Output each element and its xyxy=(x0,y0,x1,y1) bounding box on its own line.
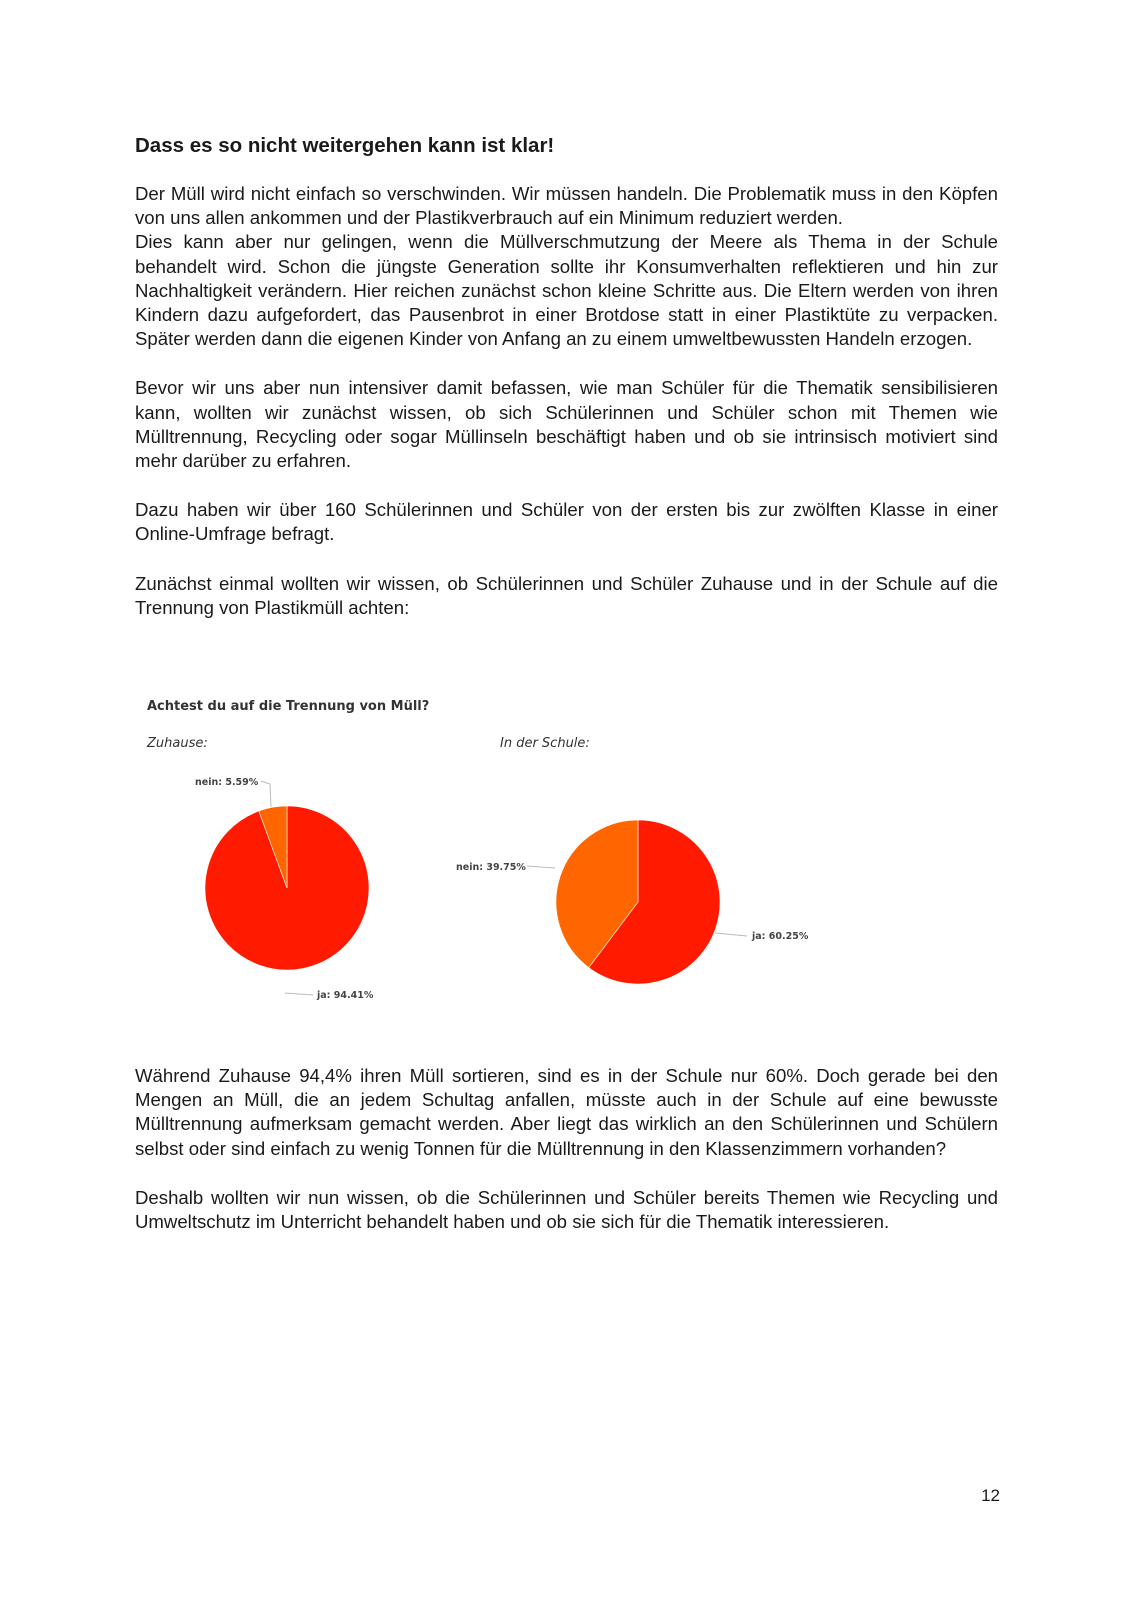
pie-charts-figure xyxy=(135,693,998,1033)
leader-line-ja xyxy=(285,993,313,995)
paragraph: Deshalb wollten wir nun wissen, ob die Schülerinnen und Schüler bereits Themen wie Recycling und Umweltschutz im Unterricht behandelt haben und ob sie sich für die Thematik interessieren. xyxy=(135,1186,998,1233)
data-label-ja: ja: 60.25% xyxy=(752,931,809,942)
pie-chart-schule xyxy=(456,820,809,984)
data-label-ja: ja: 94.41% xyxy=(317,990,374,1001)
text-block-bottom xyxy=(135,1064,998,1234)
leader-line-ja xyxy=(715,933,747,936)
page-number: 12 xyxy=(981,1486,1000,1505)
chart-main-title: Achtest du auf die Trennung von Müll? xyxy=(147,699,430,714)
paragraph: Dazu haben wir über 160 Schülerinnen und Schüler von der ersten bis zur zwölften Klasse in einer Online-Umfrage befragt. xyxy=(135,499,998,545)
data-label-nein: nein: 5.59% xyxy=(195,777,259,788)
text-block-top xyxy=(135,134,998,620)
charts-svg xyxy=(135,693,998,1033)
section-heading: Dass es so nicht weitergehen kann ist klar! xyxy=(135,134,555,157)
leader-line-nein xyxy=(527,866,555,868)
paragraph: Der Müll wird nicht einfach so verschwinden. Wir müssen handeln. Die Problematik muss in den Köpfen von uns allen ankommen und der Plastikverbrauch auf ein Minimum reduziert werden. xyxy=(135,183,998,229)
paragraph: Zunächst einmal wollten wir wissen, ob Schülerinnen und Schüler Zuhause und in der Schule auf die Trennung von Plastikmüll achten: xyxy=(135,572,998,618)
paragraph: Dies kann aber nur gelingen, wenn die Müllverschmutzung der Meere als Thema in der Schule behandelt wird. Schon die jüngste Generation sollte ihr Konsumverhalten reflektieren und hin zur Nachhaltigkeit verändern. Hier reichen zunächst schon kleine Schritte aus. Die Eltern werden von ihren Kindern dazu aufgefordert, das Pausenbrot in einer Brotdose statt in einer Plastiktüte zu verpacken. Später werden dann die eigenen Kinder von Anfang an zu einem umweltbewussten Handeln erzogen. xyxy=(135,231,998,350)
paragraph: Bevor wir uns aber nun intensiver damit befassen, wie man Schüler für die Thematik sensibilisieren kann, wollten wir zunächst wissen, ob sich Schülerinnen und Schüler schon mit Themen wie Mülltrennung, Recycling oder sogar Müllinseln beschäftigt haben und ob sie intrinsisch motiviert sind mehr darüber zu erfahren. xyxy=(135,377,998,472)
leader-line-nein xyxy=(261,781,271,807)
chart-title-zuhause: Zuhause: xyxy=(147,736,208,751)
chart-title-schule: In der Schule: xyxy=(500,736,590,751)
pie-chart-zuhause xyxy=(195,777,374,1001)
paragraph: Während Zuhause 94,4% ihren Müll sortieren, sind es in der Schule nur 60%. Doch gerade bei den Mengen an Müll, die an jedem Schultag anfallen, müsste auch in der Schule auf eine bewusste Mülltrennung aufmerksam gemacht werden. Aber liegt das wirklich an den Schülerinnen und Schülern selbst oder sind einfach zu wenig Tonnen für die Mülltrennung in den Klassenzimmern vorhanden? xyxy=(135,1065,998,1159)
data-label-nein: nein: 39.75% xyxy=(456,862,526,873)
